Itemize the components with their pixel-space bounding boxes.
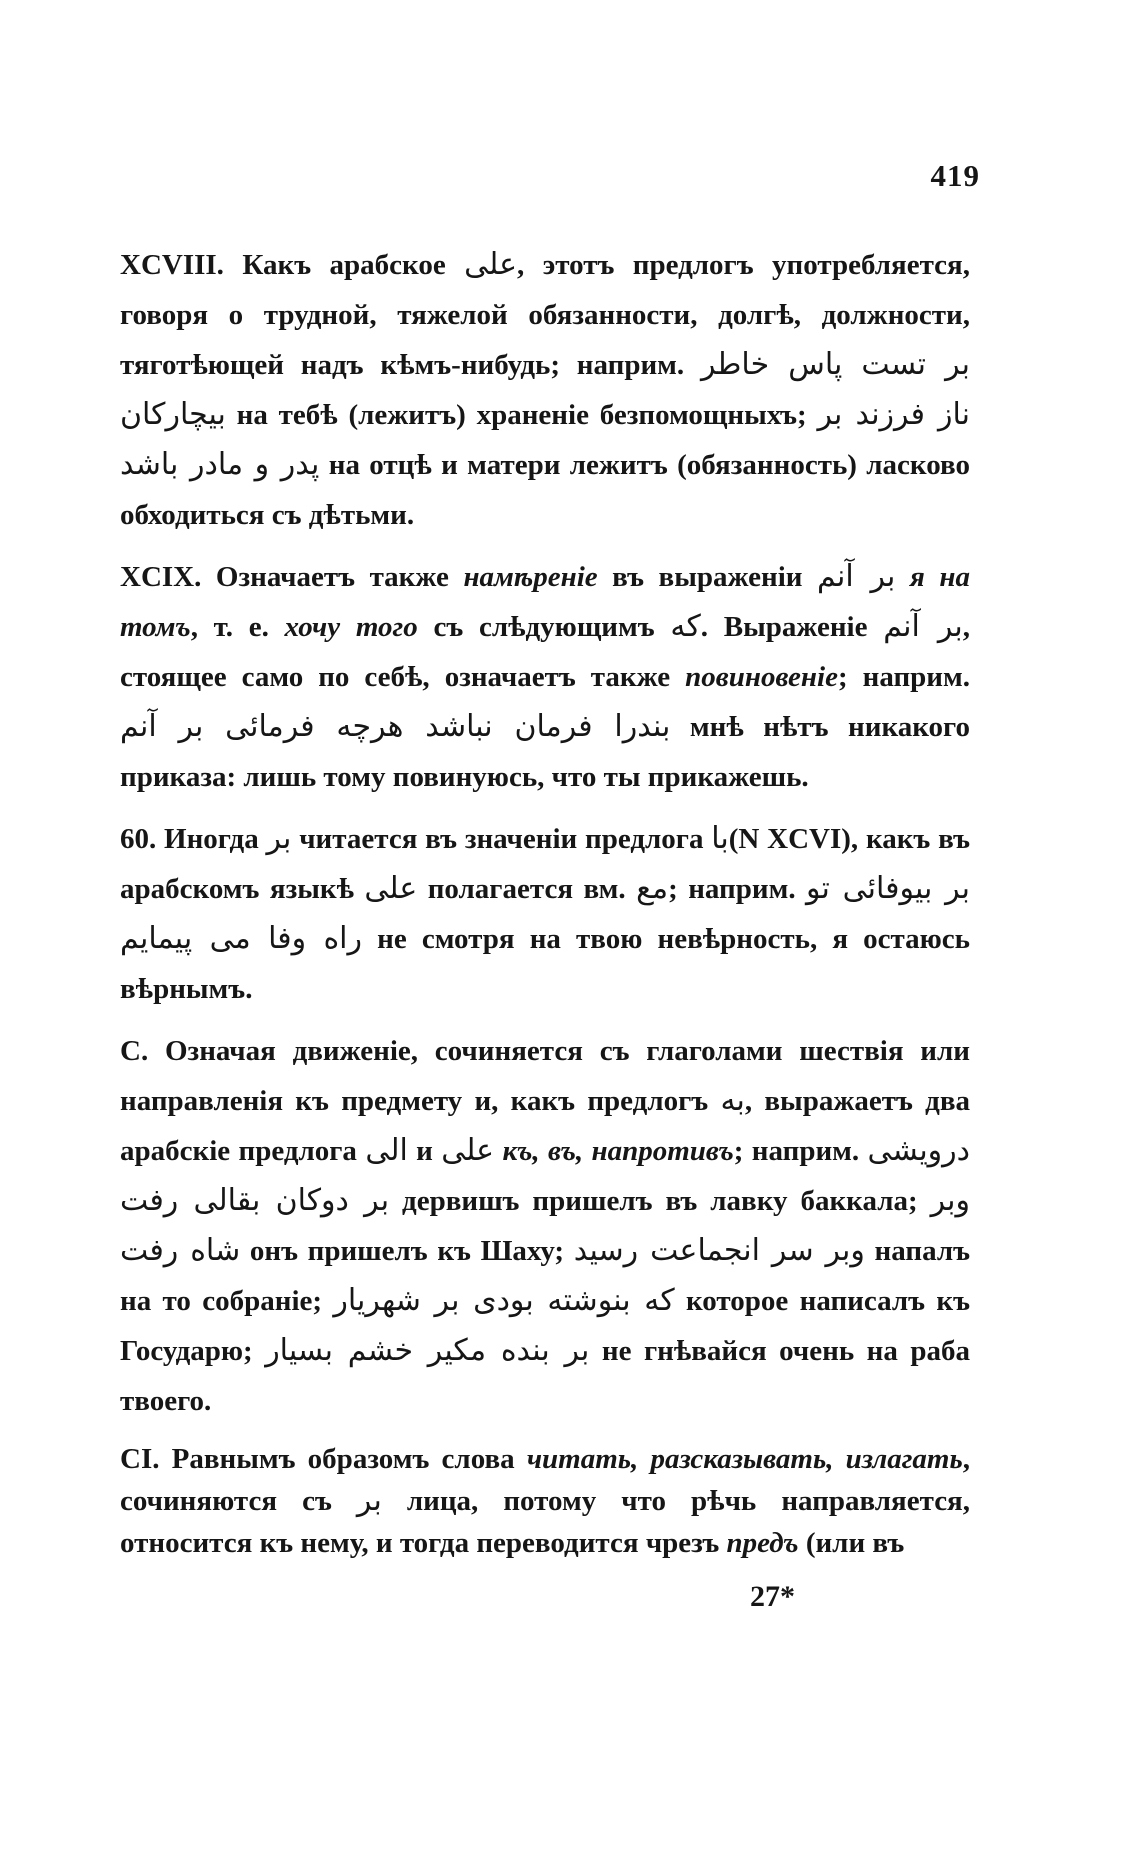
text: Какъ арабское xyxy=(223,249,465,281)
section-xcviii xyxy=(70,240,970,540)
signature-mark: 27* xyxy=(750,1580,795,1613)
arabic-text: درویشی بر دوکان بقالی رفت xyxy=(120,1133,970,1218)
section-number: 60. xyxy=(120,823,157,855)
arabic-text: مع xyxy=(636,871,669,906)
section-number: C. xyxy=(120,1035,149,1067)
italic-text: повиновеніе xyxy=(685,661,838,693)
text: Означаетъ также xyxy=(201,561,464,593)
italic-text: я на томъ xyxy=(120,561,970,643)
text: на отцѣ и матери лежитъ (обязанность) ласково обходиться съ дѣтьми. xyxy=(120,449,970,531)
arabic-text: بر xyxy=(266,821,292,856)
section-number: XCVIII. xyxy=(120,249,224,281)
arabic-text: بر تست پاس خاطر بیچارکان xyxy=(120,347,971,432)
arabic-text: علی xyxy=(441,1133,495,1168)
text: , т. е. xyxy=(190,611,285,643)
arabic-text: که بنوشته بودی بر شهریار xyxy=(333,1283,675,1318)
text: . Выраженіе xyxy=(700,611,884,643)
italic-text: предъ xyxy=(726,1527,799,1559)
arabic-text: بر بیوفائی تو راه وفا می پیمایم xyxy=(120,871,970,956)
text: на тебѣ (лежитъ) храненіе безпомощныхъ; xyxy=(225,399,818,431)
arabic-text: وبر سر انجماعت رسید xyxy=(573,1233,865,1268)
italic-text: намѣреніе xyxy=(463,561,598,593)
text: (или въ xyxy=(798,1527,905,1559)
text: которое написалъ къ Государю; xyxy=(120,1285,970,1367)
text: читается въ значеніи предлога xyxy=(291,823,712,855)
text: , выражаетъ два арабскіе предлога xyxy=(120,1085,970,1167)
section-number: XCIX. xyxy=(120,561,202,593)
text: (N XCVI), какъ въ арабскомъ языкѣ xyxy=(120,823,970,905)
text: ; наприм. xyxy=(668,873,807,905)
text: Равнымъ образомъ слова xyxy=(159,1443,527,1475)
italic-text: хочу того xyxy=(284,611,418,643)
text: мнѣ нѣтъ никакого приказа: лишь тому повинуюсь, что ты прикажешь. xyxy=(120,711,970,793)
arabic-text: ناز فرزند بر پدر و مادر باشد xyxy=(120,397,970,482)
text: Означая движеніе, сочиняется съ глаголами шествія или направленія къ предмету и, какъ предлогъ xyxy=(120,1035,970,1117)
arabic-text: بر آنم xyxy=(817,559,896,594)
text: ; наприм. xyxy=(733,1135,868,1167)
text: Иногда xyxy=(156,823,267,855)
text: , этотъ предлогъ употребляется, говоря о трудной, тяжелой обязанности, долгѣ, должности, тяготѣющей надъ кѣмъ-нибудь; наприм. xyxy=(120,249,970,381)
italic-text: къ, въ, напротивъ xyxy=(502,1135,734,1167)
section-c xyxy=(70,1026,970,1426)
text: не смотря на твою невѣрность, я остаюсь вѣрнымъ. xyxy=(120,923,970,1005)
text: напалъ на то собраніе; xyxy=(120,1235,971,1317)
arabic-text: با xyxy=(711,821,729,856)
text: и xyxy=(407,1135,442,1167)
text: въ выраженіи xyxy=(597,561,818,593)
text: онъ пришелъ къ Шаху; xyxy=(240,1235,574,1267)
text: съ слѣдующимъ xyxy=(417,611,671,643)
arabic-text: به xyxy=(720,1083,745,1118)
arabic-text: علی xyxy=(464,247,518,282)
arabic-text: که xyxy=(670,609,701,644)
section-number: CI. xyxy=(120,1443,160,1475)
section-xcix xyxy=(70,552,970,802)
text: , сочиняются съ xyxy=(120,1443,970,1517)
text: дервишъ пришелъ въ лавку баккала; xyxy=(389,1185,931,1217)
arabic-text: علی xyxy=(364,871,418,906)
arabic-text: وبر شاه رفت xyxy=(120,1183,970,1268)
italic-text: читать, разсказывать, излагать xyxy=(526,1443,963,1475)
arabic-text: بر بنده مکیر خشم بسیار xyxy=(265,1333,590,1368)
arabic-text: الی xyxy=(365,1133,408,1168)
page-number: 419 xyxy=(930,158,980,193)
section-60 xyxy=(70,814,970,1014)
text: полагается вм. xyxy=(417,873,637,905)
arabic-text: بندرا فرمان نباشد هرچه فرمائی بر آنم xyxy=(120,709,671,744)
arabic-text: بر xyxy=(356,1483,382,1518)
section-ci xyxy=(70,1438,970,1564)
page-body xyxy=(70,240,970,1576)
text: не гнѣвайся очень на раба твоего. xyxy=(120,1335,971,1417)
text: , стоящее само по себѣ, означаетъ также xyxy=(120,611,970,693)
text xyxy=(895,561,910,593)
arabic-text: بر آنم xyxy=(883,609,963,644)
text: ; наприм. xyxy=(837,661,970,693)
text: лица, потому что рѣчь направляется, относится къ нему, и тогда переводится чрезъ xyxy=(120,1485,970,1559)
